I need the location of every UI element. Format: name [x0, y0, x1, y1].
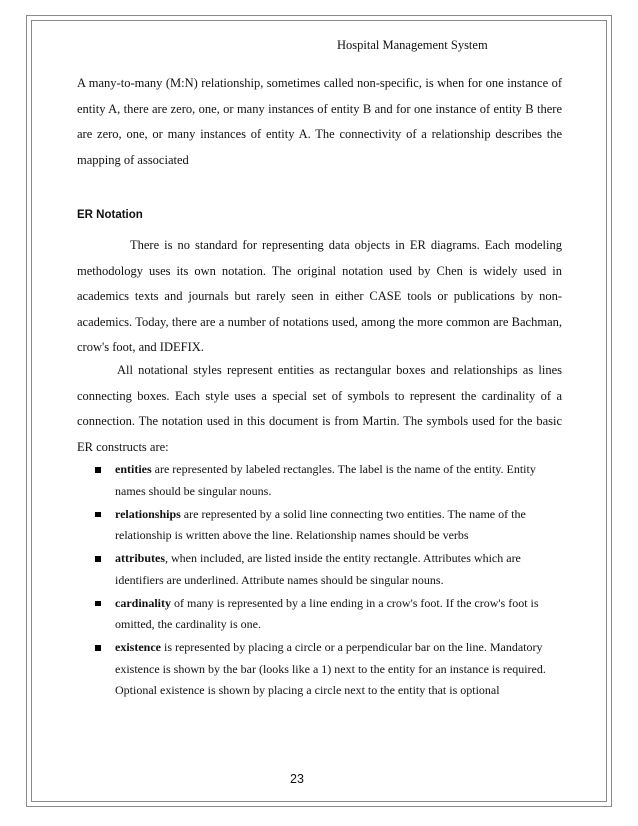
bullet-text: are represented by labeled rectangles. The label is the name of the entity. Entity names should be singular nouns.	[115, 462, 536, 498]
section-heading-er-notation: ER Notation	[77, 209, 143, 221]
list-item-relationships	[95, 504, 565, 547]
paragraph-many-to-many: A many-to-many (M:N) relationship, sometimes called non-specific, is when for one instance of entity A, there are zero, one, or many instances of entity B and for one instance of entity B there are zero, one, or many instances of entity A. The connectivity of a relationship describes the mapping of associated	[77, 76, 562, 167]
er-constructs-list	[95, 459, 565, 703]
list-item-entities	[95, 459, 565, 502]
square-bullet-icon	[95, 512, 101, 518]
bullet-text: , when included, are listed inside the entity rectangle. Attributes which are identifiers are underlined. Attribute names should be singular nouns.	[115, 551, 521, 587]
square-bullet-icon	[95, 556, 101, 562]
square-bullet-icon	[95, 645, 101, 651]
paragraph-notation-styles: All notational styles represent entities as rectangular boxes and relationships as lines connecting boxes. Each style uses a special set of symbols to represent the cardinality of a connection. The notation used in this document is from Martin. The symbols used for the basic ER constructs are:	[77, 363, 562, 454]
bullet-text: are represented by a solid line connecting two entities. The name of the relationship is written above the line. Relationship names should be verbs	[115, 506, 526, 542]
bullet-term: entities	[115, 462, 152, 476]
bullet-term: existence	[115, 640, 161, 654]
document-header-title: Hospital Management System	[337, 38, 488, 52]
list-item-attributes	[95, 548, 565, 591]
bullet-term: attributes	[115, 551, 165, 565]
bullet-text: is represented by placing a circle or a perpendicular bar on the line. Mandatory existence is shown by the bar (looks like a 1) next to the entity for an instance is required. Optional existence is shown by placing a circle next to the entity that is optional	[115, 640, 546, 697]
list-item-cardinality	[95, 593, 565, 636]
bullet-term: cardinality	[115, 595, 171, 610]
bullet-term: relationships	[115, 506, 181, 521]
paragraph-notation-standards: There is no standard for representing data objects in ER diagrams. Each modeling methodology uses its own notation. The original notation used by Chen is widely used in academics texts and journals but rarely seen in either CASE tools or publications by non-academics. Today, there are a number of notations used, among the more common are Bachman, crow's foot, and IDEFIX.	[77, 238, 562, 354]
bullet-text: of many is represented by a line ending in a crow's foot. If the crow's foot is omitted, the cardinality is one.	[115, 595, 539, 631]
square-bullet-icon	[95, 601, 101, 607]
page-number: 23	[290, 772, 304, 786]
list-item-existence	[95, 637, 565, 702]
square-bullet-icon	[95, 467, 101, 473]
